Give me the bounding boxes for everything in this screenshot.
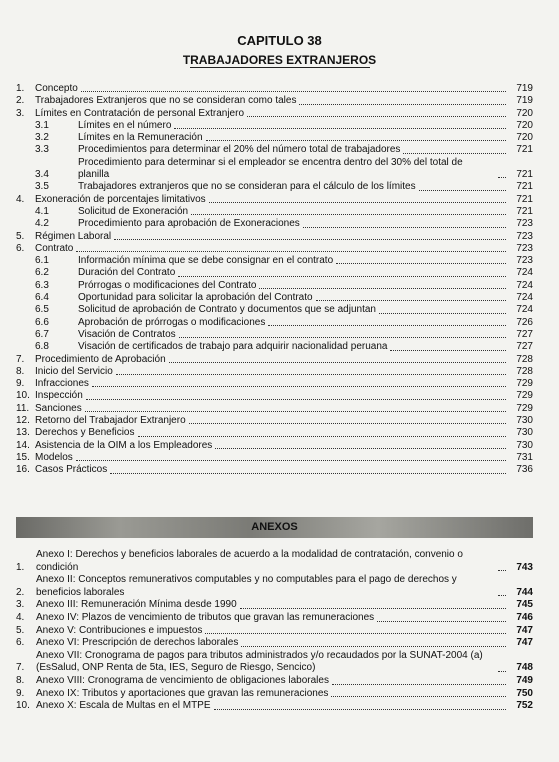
entry-number: 12. [16,415,30,427]
entry-number: 4. [16,611,25,623]
entry-number: 10. [16,390,30,402]
entry-number: 3.5 [35,181,49,193]
entry-number: 5. [16,230,25,242]
entry-page-number: 727 [516,328,533,340]
toc-entry [16,378,533,390]
toc-entry [16,317,533,329]
entry-title: Procedimientos para determinar el 20% del número total de trabajadores [78,144,401,156]
entry-title: Concepto [35,83,78,94]
entry-page-number: 721 [516,181,533,193]
entry-page-number: 745 [516,599,533,611]
entry-page-number: 747 [516,637,533,649]
dot-leader [336,263,506,264]
entry-number: 7. [16,662,25,674]
entry-number: 6.1 [35,255,49,267]
table-of-contents [16,83,533,477]
entry-title: Inicio del Servicio [35,365,113,377]
anexo-entry [16,700,533,713]
entry-number: 3. [16,107,25,119]
entry-page-number: 721 [516,144,533,156]
entry-title: Trabajadores Extranjeros que no se consideran como tales [35,95,297,107]
entry-page-number: 726 [516,316,533,328]
entry-page-number: 730 [516,439,533,451]
entry-title: Régimen Laboral [35,230,112,242]
dot-leader [419,190,506,191]
dot-leader [390,350,506,351]
toc-entry [16,181,533,193]
toc-entry [16,243,533,255]
dot-leader [379,313,506,314]
entry-page-number: 744 [516,586,533,598]
entry-title: Anexo VIII: Cronograma de vencimiento de obligaciones laborales [36,674,329,686]
dot-leader [498,177,506,178]
toc-entry [16,427,533,439]
entry-number: 6.6 [35,316,49,328]
entry-title: Exoneración de porcentajes limitativos [35,193,206,205]
entry-title: Sanciones [35,402,82,414]
toc-entry [16,95,533,107]
entry-title: Inspección [35,390,83,402]
dot-leader [316,300,506,301]
anexo-entry [16,599,533,612]
entry-page-number: 723 [516,242,533,254]
entry-page-number: 724 [516,304,533,316]
entry-title: Anexo VI: Prescripción de derechos laborales [36,637,239,649]
entry-title: Límites en Contratación de personal Extranjero [35,107,245,119]
entry-title: Anexo VII: Cronograma de pagos para tributos administrados y/o recaudados por la SUNAT-2004 (a) (EsSalud, ONP Renta de 5ta, IES, Seguro de Riesgo, Sencico) [36,649,483,674]
toc-entry [16,366,533,378]
entry-title: Aprobación de prórrogas o modificaciones [78,316,266,328]
entry-page-number: 729 [516,402,533,414]
entry-number: 3.2 [35,132,49,144]
entry-number: 3.4 [35,169,49,181]
entry-title: Visación de certificados de trabajo para adquirir nacionalidad peruana [78,341,388,353]
entry-title: Oportunidad para solicitar la aprobación del Contrato [78,292,313,304]
entry-number: 10. [16,700,30,712]
entry-page-number: 720 [516,132,533,144]
dot-leader [179,337,506,338]
entry-number: 3.3 [35,144,49,156]
dot-leader [114,239,506,240]
entry-title: Procedimiento para aprobación de Exoneraciones [78,218,300,230]
entry-page-number: 724 [516,292,533,304]
toc-entry [16,292,533,304]
dot-leader [85,411,506,412]
dot-leader [138,436,507,437]
anexo-entry [16,637,533,650]
entry-page-number: 720 [516,107,533,119]
dot-leader [214,709,506,710]
entry-number: 15. [16,451,30,463]
dot-leader [498,595,506,596]
entry-number: 6.3 [35,279,49,291]
chapter-rule [190,67,370,68]
entry-page-number: 723 [516,218,533,230]
entry-page-number: 721 [516,169,533,181]
entry-title: Anexo II: Conceptos remunerativos computables y no computables para el pago de derechos y beneficios laborales [36,574,457,598]
anexo-entry [16,675,533,688]
chapter-subtitle: TRABAJADORES EXTRANJEROS [182,53,377,67]
entry-page-number: 719 [516,83,533,94]
entry-page-number: 723 [516,230,533,242]
entry-number: 11. [16,402,30,414]
toc-entry [16,440,533,452]
toc-entry [16,280,533,292]
entry-title: Anexo III: Remuneración Mínima desde 1990 [36,599,237,611]
entry-title: Infracciones [35,378,89,390]
entry-title: Anexo V: Contribuciones e impuestos [36,624,203,636]
entry-number: 3.1 [35,119,49,131]
anexo-entry [16,612,533,625]
entry-title: Anexo IX: Tributos y aportaciones que gravan las remuneraciones [36,687,329,699]
entry-title: Contrato [35,242,74,254]
entry-title: Duración del Contrato [78,267,176,279]
entry-page-number: 721 [516,205,533,217]
entry-number: 4.2 [35,218,49,230]
entry-page-number: 749 [516,674,533,686]
entry-title: Casos Prácticos [35,464,108,476]
toc-entry [16,83,533,95]
entry-number: 8. [16,674,25,686]
anexo-entry [16,688,533,701]
entry-page-number: 750 [516,687,533,699]
entry-number: 13. [16,427,30,439]
dot-leader [377,621,506,622]
entry-page-number: 731 [516,451,533,463]
toc-entry [16,231,533,243]
entry-page-number: 752 [516,700,533,712]
entry-number: 6.7 [35,328,49,340]
entry-number: 6.8 [35,341,49,353]
entry-number: 8. [16,365,25,377]
dot-leader [169,362,506,363]
entry-title: Visación de Contratos [78,328,176,340]
dot-leader [299,104,506,105]
toc-entry [16,144,533,156]
dot-leader [86,399,506,400]
entry-title: Solicitud de Exoneración [78,205,189,217]
dot-leader [206,140,506,141]
entry-number: 4. [16,193,25,205]
dot-leader [205,633,506,634]
dot-leader [331,696,506,697]
toc-entry [16,108,533,120]
entry-number: 9. [16,378,25,390]
dot-leader [498,570,506,571]
entry-page-number: 724 [516,279,533,291]
entry-title: Trabajadores extranjeros que no se consideran para el cálculo de los límites [78,181,416,193]
entry-title: Asistencia de la OIM a los Empleadores [35,439,213,451]
dot-leader [241,646,506,647]
entry-page-number: 743 [516,561,533,573]
toc-entry [16,218,533,230]
entry-page-number: 730 [516,415,533,427]
entry-title: Anexo X: Escala de Multas en el MTPE [36,700,211,712]
dot-leader [191,214,506,215]
entry-number: 16. [16,464,30,476]
entry-number: 6.2 [35,267,49,279]
dot-leader [332,684,506,685]
dot-leader [189,423,506,424]
entry-number: 2. [16,586,25,598]
entry-title: Anexo IV: Plazos de vencimiento de tributos que gravan las remuneraciones [36,611,375,623]
entry-number: 6. [16,637,25,649]
toc-entry [16,329,533,341]
entry-title: Derechos y Beneficios [35,427,135,439]
entry-number: 1. [16,83,25,94]
toc-entry [16,304,533,316]
anexo-entry [16,549,533,574]
entry-page-number: 727 [516,341,533,353]
entry-page-number: 724 [516,267,533,279]
dot-leader [110,473,506,474]
entry-number: 5. [16,624,25,636]
dot-leader [76,460,506,461]
toc-entry [16,452,533,464]
dot-leader [76,251,506,252]
anexo-entry [16,650,533,675]
anexos-list [16,549,533,713]
entry-page-number: 728 [516,353,533,365]
entry-page-number: 748 [516,662,533,674]
toc-entry [16,390,533,402]
toc-entry [16,255,533,267]
dot-leader [403,153,506,154]
toc-entry [16,403,533,415]
entry-page-number: 729 [516,378,533,390]
dot-leader [209,202,506,203]
entry-title: Límites en el número [78,119,172,131]
chapter-title: CAPITULO 38 [237,33,322,48]
entry-title: Solicitud de aprobación de Contrato y documentos que se adjuntan [78,304,376,316]
dot-leader [259,288,506,289]
dot-leader [174,128,506,129]
toc-entry [16,132,533,144]
dot-leader [178,276,506,277]
entry-page-number: 730 [516,427,533,439]
entry-page-number: 747 [516,624,533,636]
dot-leader [247,116,506,117]
entry-title: Retorno del Trabajador Extranjero [35,415,186,427]
dot-leader [498,671,506,672]
dot-leader [92,386,506,387]
entry-title: Prórrogas o modificaciones del Contrato [78,279,257,291]
entry-title: Procedimiento para determinar si el empleador se encentra dentro del 30% del total de planilla [78,156,463,181]
anexos-heading: ANEXOS [16,517,533,538]
dot-leader [303,227,506,228]
entry-title: Límites en la Remuneración [78,132,203,144]
entry-page-number: 723 [516,255,533,267]
entry-page-number: 719 [516,95,533,107]
entry-number: 1. [16,561,25,573]
dot-leader [268,325,506,326]
toc-entry [16,415,533,427]
entry-page-number: 728 [516,365,533,377]
entry-number: 2. [16,95,25,107]
toc-entry [16,267,533,279]
entry-number: 9. [16,687,25,699]
toc-entry [16,206,533,218]
entry-number: 6.5 [35,304,49,316]
dot-leader [240,608,506,609]
entry-page-number: 720 [516,119,533,131]
entry-page-number: 736 [516,464,533,476]
anexo-entry [16,625,533,638]
dot-leader [81,91,506,92]
entry-title: Procedimiento de Aprobación [35,353,166,365]
toc-entry [16,194,533,206]
toc-entry [16,341,533,353]
entry-number: 3. [16,599,25,611]
entry-number: 6.4 [35,292,49,304]
toc-entry [16,354,533,366]
entry-number: 7. [16,353,25,365]
dot-leader [116,374,506,375]
entry-page-number: 729 [516,390,533,402]
anexo-entry [16,574,533,599]
entry-title: Información mínima que se debe consignar en el contrato [78,255,334,267]
entry-number: 4.1 [35,205,49,217]
entry-page-number: 746 [516,611,533,623]
toc-entry [16,464,533,476]
toc-entry [16,157,533,182]
entry-title: Anexo I: Derechos y beneficios laborales de acuerdo a la modalidad de contratación, convenio o condición [36,549,463,573]
entry-number: 14. [16,439,30,451]
toc-entry [16,120,533,132]
dot-leader [215,448,506,449]
entry-number: 6. [16,242,25,254]
entry-title: Modelos [35,451,73,463]
entry-page-number: 721 [516,193,533,205]
